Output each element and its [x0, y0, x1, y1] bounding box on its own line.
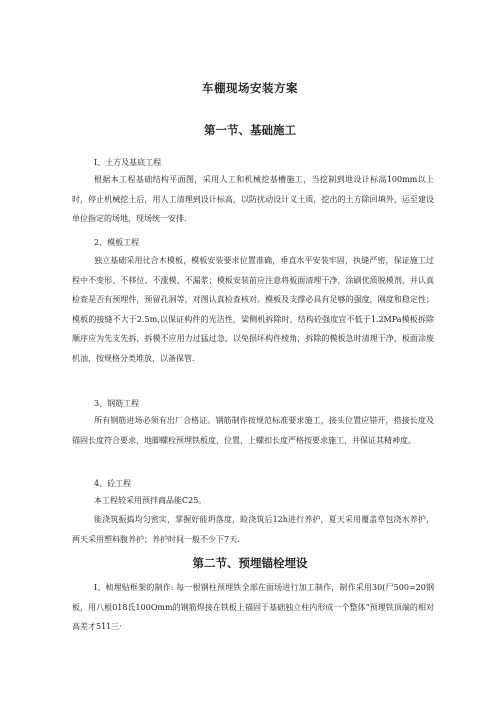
subheading-formwork: 2、模板工程: [94, 238, 140, 247]
paragraph-concrete-material: 本工程较采用预拌商品能C25。: [94, 496, 207, 505]
subheading-rebar: 3、钢筋工程: [94, 399, 140, 408]
paragraph-rebar: 所有钢筋进场必须有出厂合格证。钢筋制作按规范标准要求施工，接头位置应错开，搭接长度及锚固长度符合要求，地脚螺栓预埋铁板度，位置，上螺扣长度严格按要求施工，并保证其精神度。: [72, 416, 434, 445]
paragraph-earthwork: 根据本工程基础结构平面图，采用人工和机械挖基槽施工，当挖制到地设计标高100mm以上时，停止机械挖土后，用人工清理到设计标高，以防扰动设计义土质，挖出的土方除回填外，运至建设单位指定的场地，现场统一安排.: [72, 175, 434, 223]
section-title-foundation: 第一节、基础施工: [204, 123, 296, 137]
paragraph-concrete-curing: 能浇筑振捣均匀密实，掌握好能坍落度，睑浇筑后12h进行养护，夏天采用覆盖草包浇水养护，两天采用塑料腹养护；养护时间一般不少下7天.: [72, 515, 434, 544]
document-title: 车棚现场安装方案: [202, 81, 298, 95]
paragraph-formwork: 独立基础采用比合木模板，模板安装要求位置准确，垂直水平安装牢固，执缝严密，保证施工过程中不变形、不移位、不涨模、不漏浆；模板安装前应注意将板面清理干净，涂刷优质脱模剂，并认真检查是否有预埋件，预留孔洞等，对图认真检查核对。模板及支撑必具有足够的强度，刚度和稳定性；模板的接缝不大于2.5m,以保证构件的光洁性，梁侧机拆除时，结构砼强度宜不低于1.2MPa模板拆除顺序应为先支先拆，拆模不应用力过猛过急，以免损坏构件棱角，拆除的模板急时清理干净，板面涂废机油，按规格分类堆放，以备保管.: [72, 256, 434, 363]
subheading-earthwork: I、土方及基底工程: [94, 158, 162, 167]
subheading-concrete: 4、砼工程: [94, 479, 132, 488]
section-title-anchor-bolts: 第二节、预埋锚栓埋设: [192, 556, 308, 570]
paragraph-embedded-frame: I、桢埋贴框架的制作: 每一根钢柱预埋铁全部在面场进行加工制作，制作采用30(尸500=20钢板，用八根018氐100Omm的钢筋焊接在铁板上锚固于基础独立柱内形成一个整体“预理铁顶端的相对高差才511三·: [72, 583, 434, 631]
